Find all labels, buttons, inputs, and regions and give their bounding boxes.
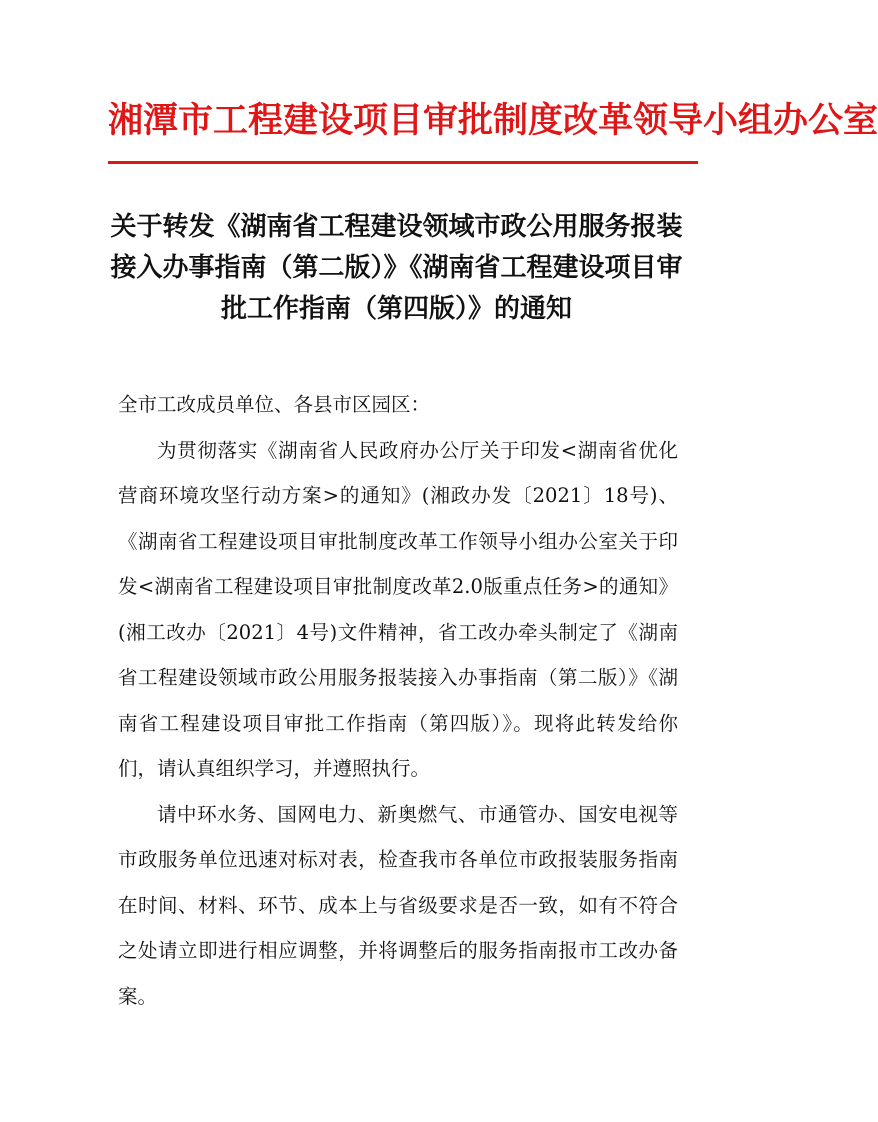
document-title: 关于转发《湖南省工程建设领域市政公用服务报装接入办事指南（第二版）》《湖南省工程建设项目审批工作指南（第四版）》的通知 [110, 212, 683, 324]
body-paragraph-2: 请中环水务、国网电力、新奥燃气、市通管办、国安电视等市政服务单位迅速对标对表，检查我市各单位市政报装服务指南在时间、材料、环节、成本上与省级要求是否一致，如有不符合之处请立即进行相应调整，并将调整后的服务指南报市工改办备案。 [118, 802, 678, 1008]
issuing-office-header: 湘潭市工程建设项目审批制度改革领导小组办公室 [108, 101, 878, 141]
header-red-rule [108, 161, 698, 164]
salutation: 全市工改成员单位、各县市区园区： [118, 393, 431, 416]
document-body [118, 382, 678, 1019]
body-paragraph-1: 为贯彻落实《湖南省人民政府办公厅关于印发<湖南省优化营商环境攻坚行动方案>的通知》(湘政办发〔2021〕18号)、《湖南省工程建设项目审批制度改革工作领导小组办公室关于印发<湖南省工程建设项目审批制度改革2.0版重点任务>的通知》(湘工改办〔2021〕4号)文件精神，省工改办牵头制定了《湖南省工程建设领域市政公用服务报装接入办事指南（第二版）》《湖南省工程建设项目审批工作指南（第四版）》。现将此转发给你们，请认真组织学习，并遵照执行。 [118, 438, 678, 780]
